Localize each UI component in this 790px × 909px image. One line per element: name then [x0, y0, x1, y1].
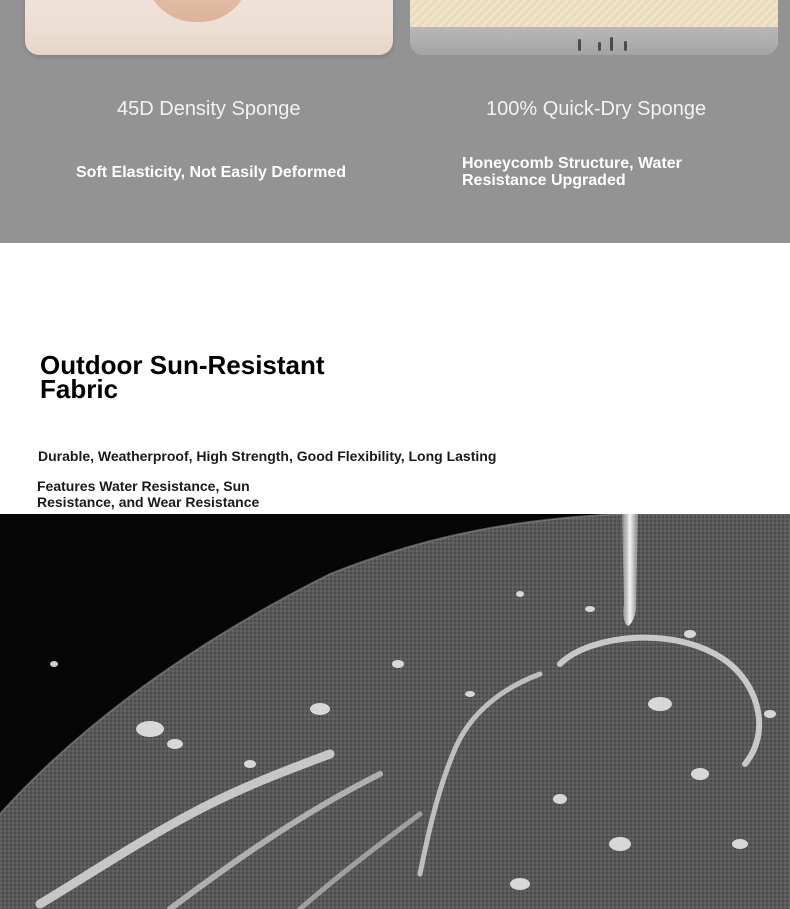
finger-press-image — [145, 0, 250, 22]
feature-desc-density: Soft Elasticity, Not Easily Deformed — [76, 164, 346, 181]
fabric-surface-image — [0, 514, 790, 909]
feature-desc-quick-dry: Honeycomb Structure, Water Resistance Upgraded — [462, 155, 682, 189]
fabric-section-subtitle: Durable, Weatherproof, High Strength, Good Flexibility, Long Lasting — [38, 448, 497, 464]
water-drip-image — [578, 39, 581, 51]
feature-title-quick-dry: 100% Quick-Dry Sponge — [486, 98, 707, 120]
fabric-illustration — [0, 514, 790, 909]
water-drip-image — [610, 37, 613, 51]
sponge-base-image — [410, 27, 778, 55]
sponge-comparison-band — [0, 0, 790, 243]
water-drip-image — [598, 42, 601, 51]
fabric-feature-list: Features Water Resistance, Sun Resistance, and Wear Resistance — [37, 478, 260, 510]
quick-dry-sponge-photo — [410, 0, 778, 55]
fabric-section-title: Outdoor Sun-Resistant Fabric — [40, 350, 325, 404]
feature-title-density: 45D Density Sponge — [117, 98, 301, 120]
water-stream-image — [622, 514, 638, 626]
density-sponge-photo — [25, 0, 393, 55]
fabric-water-photo — [0, 514, 790, 909]
water-drip-image — [624, 41, 627, 51]
